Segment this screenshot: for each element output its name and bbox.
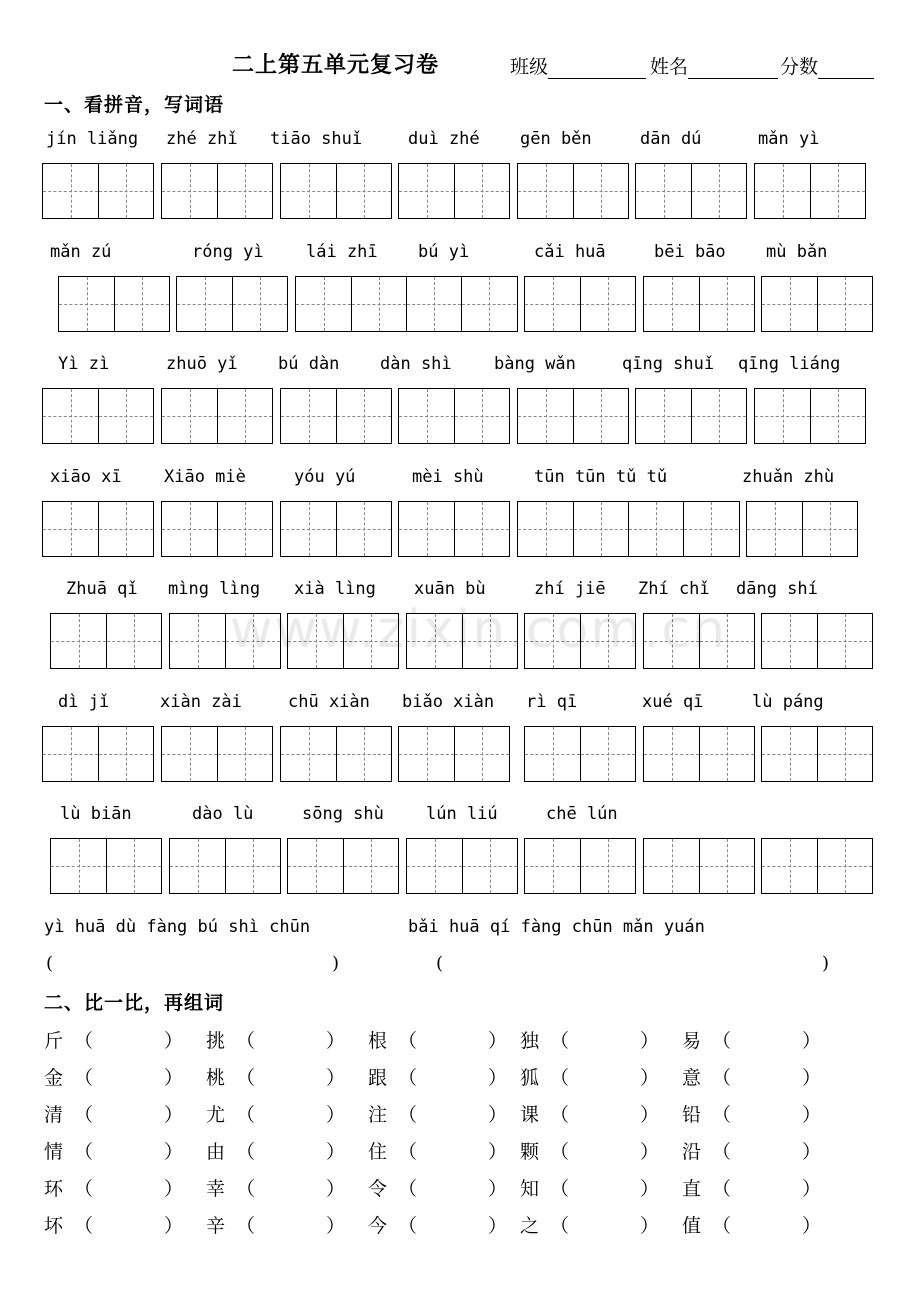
writing-grid[interactable]: [280, 388, 392, 444]
pinyin-label: dāng shí: [736, 579, 818, 599]
pinyin-label: xué qī: [642, 692, 704, 712]
compare-item[interactable]: 课 （ ）: [520, 1100, 680, 1130]
name-label: 姓名: [650, 56, 689, 78]
writing-grid[interactable]: [517, 388, 629, 444]
pinyin-label: tiāo shuǐ: [270, 129, 363, 149]
pinyin-row: [0, 129, 920, 153]
writing-grid[interactable]: [524, 726, 636, 782]
class-label: 班级: [510, 56, 549, 78]
phrase-answer-row: [0, 953, 920, 979]
compare-char: 环: [44, 1178, 64, 1200]
pinyin-label: Yì zì: [58, 354, 110, 374]
writing-grid[interactable]: [176, 276, 288, 332]
compare-char: 独: [520, 1030, 540, 1052]
compare-row: [0, 1063, 920, 1093]
pinyin-label: tūn tūn tǔ tǔ: [534, 467, 668, 487]
pinyin-label: bēi bāo: [654, 242, 726, 262]
compare-item[interactable]: 知 （ ）: [520, 1174, 680, 1204]
pinyin-label: yóu yú: [294, 467, 356, 487]
compare-char: 今: [368, 1215, 388, 1237]
pinyin-label: rì qī: [526, 692, 578, 712]
right-paren: ): [822, 953, 830, 974]
compare-char: 根: [368, 1030, 388, 1052]
compare-char: 清: [44, 1104, 64, 1126]
compare-char: 斤: [44, 1030, 64, 1052]
pinyin-label: Zhuā qǐ: [66, 579, 138, 599]
section1-heading: 一、看拼音，写词语: [44, 94, 225, 116]
compare-char: 由: [206, 1141, 226, 1163]
compare-char: 课: [520, 1104, 540, 1126]
pinyin-label: lù páng: [752, 692, 824, 712]
writing-grid[interactable]: [161, 163, 273, 219]
compare-item[interactable]: 注 （ ）: [368, 1100, 528, 1130]
pinyin-label: zhuǎn zhù: [742, 467, 835, 487]
pinyin-label: qīng shuǐ: [622, 354, 715, 374]
header: [0, 46, 920, 82]
compare-char: 知: [520, 1178, 540, 1200]
pinyin-label: dào lù: [192, 804, 254, 824]
compare-char: 桃: [206, 1067, 226, 1089]
compare-item[interactable]: 情 （ ）: [44, 1137, 204, 1167]
writing-grid[interactable]: [161, 388, 273, 444]
pinyin-label: zhuō yǐ: [166, 354, 238, 374]
writing-grid[interactable]: [50, 613, 162, 669]
pinyin-label: zhí jiē: [534, 579, 606, 599]
writing-grid[interactable]: [295, 276, 518, 332]
writing-grid[interactable]: [517, 501, 740, 557]
compare-char: 颗: [520, 1141, 540, 1163]
pinyin-label: Xiāo miè: [164, 467, 246, 487]
right-paren: ): [332, 953, 340, 974]
writing-grid[interactable]: [280, 501, 392, 557]
class-input-line[interactable]: [548, 58, 646, 79]
compare-item[interactable]: 今 （ ）: [368, 1211, 528, 1241]
score-field: [780, 52, 874, 79]
left-paren: (: [436, 953, 444, 974]
pinyin-label: lái zhī: [306, 242, 378, 262]
writing-grid[interactable]: [643, 276, 755, 332]
writing-grid[interactable]: [280, 163, 392, 219]
writing-grid[interactable]: [761, 838, 873, 894]
writing-grid[interactable]: [761, 726, 873, 782]
compare-char: 跟: [368, 1067, 388, 1089]
writing-grid[interactable]: [161, 726, 273, 782]
pinyin-label: chē lún: [546, 804, 618, 824]
writing-box-row: [0, 388, 920, 446]
compare-char: 沿: [682, 1141, 702, 1163]
pinyin-label: dàn shì: [380, 354, 452, 374]
compare-item[interactable]: 桃 （ ）: [206, 1063, 366, 1093]
pinyin-label: cǎi huā: [534, 242, 606, 262]
class-field: [510, 52, 646, 79]
compare-char: 金: [44, 1067, 64, 1089]
writing-box-row: [0, 838, 920, 896]
compare-row: [0, 1026, 920, 1056]
pinyin-label: zhé zhǐ: [166, 129, 238, 149]
writing-grid[interactable]: [161, 501, 273, 557]
pinyin-label: Zhí chǐ: [638, 579, 710, 599]
compare-item[interactable]: 狐 （ ）: [520, 1063, 680, 1093]
compare-char: 幸: [206, 1178, 226, 1200]
pinyin-label: gēn běn: [520, 129, 592, 149]
compare-item[interactable]: 根 （ ）: [368, 1026, 528, 1056]
pinyin-label: mù bǎn: [766, 242, 828, 262]
phrase-pinyin: yì huā dù fàng bú shì chūn: [44, 917, 311, 937]
pinyin-label: duì zhé: [408, 129, 480, 149]
compare-char: 直: [682, 1178, 702, 1200]
phrase-pinyin-row: [0, 917, 920, 941]
pinyin-label: chū xiàn: [288, 692, 370, 712]
pinyin-label: xiāo xī: [50, 467, 122, 487]
writing-box-row: [0, 163, 920, 221]
compare-char: 令: [368, 1178, 388, 1200]
compare-row: [0, 1137, 920, 1167]
writing-grid[interactable]: [643, 726, 755, 782]
compare-char: 值: [682, 1215, 702, 1237]
writing-grid[interactable]: [398, 163, 510, 219]
compare-item[interactable]: 挑 （ ）: [206, 1026, 366, 1056]
compare-char: 尤: [206, 1104, 226, 1126]
pinyin-row: [0, 804, 920, 828]
writing-grid[interactable]: [524, 838, 636, 894]
compare-char: 情: [44, 1141, 64, 1163]
compare-item[interactable]: 幸 （ ）: [206, 1174, 366, 1204]
name-field: [650, 52, 778, 79]
writing-grid[interactable]: [280, 726, 392, 782]
pinyin-label: dān dú: [640, 129, 702, 149]
writing-grid[interactable]: [42, 501, 154, 557]
pinyin-label: bàng wǎn: [494, 354, 576, 374]
compare-item[interactable]: 铅 （ ）: [682, 1100, 842, 1130]
writing-grid[interactable]: [746, 501, 858, 557]
pinyin-label: mìng lìng: [168, 579, 261, 599]
compare-row: [0, 1211, 920, 1241]
pinyin-label: mǎn yì: [758, 129, 820, 149]
compare-item[interactable]: 住 （ ）: [368, 1137, 528, 1167]
watermark: www.zixin.com.cn: [230, 600, 727, 660]
compare-char: 住: [368, 1141, 388, 1163]
compare-char: 辛: [206, 1215, 226, 1237]
pinyin-row: [0, 467, 920, 491]
writing-grid[interactable]: [42, 388, 154, 444]
pinyin-label: lún liú: [426, 804, 498, 824]
compare-item[interactable]: 清 （ ）: [44, 1100, 204, 1130]
pinyin-label: sōng shù: [302, 804, 384, 824]
left-paren: (: [46, 953, 54, 974]
compare-item[interactable]: 斤 （ ）: [44, 1026, 204, 1056]
pinyin-label: biǎo xiàn: [402, 692, 495, 712]
pinyin-label: mǎn zú: [50, 242, 112, 262]
compare-char: 意: [682, 1067, 702, 1089]
writing-grid[interactable]: [761, 613, 873, 669]
writing-grid[interactable]: [50, 838, 162, 894]
writing-grid[interactable]: [287, 838, 399, 894]
writing-grid[interactable]: [754, 388, 866, 444]
compare-item[interactable]: 意 （ ）: [682, 1063, 842, 1093]
compare-row: [0, 1174, 920, 1204]
writing-grid[interactable]: [524, 276, 636, 332]
writing-grid[interactable]: [517, 163, 629, 219]
compare-item[interactable]: 跟 （ ）: [368, 1063, 528, 1093]
compare-item[interactable]: 金 （ ）: [44, 1063, 204, 1093]
writing-grid[interactable]: [635, 163, 747, 219]
writing-grid[interactable]: [58, 276, 170, 332]
compare-row: [0, 1100, 920, 1130]
phrase-pinyin: bǎi huā qí fàng chūn mǎn yuán: [408, 917, 705, 937]
pinyin-label: jín liǎng: [46, 129, 139, 149]
compare-item[interactable]: 令 （ ）: [368, 1174, 528, 1204]
writing-box-row: [0, 726, 920, 784]
pinyin-row: [0, 692, 920, 716]
compare-item[interactable]: 值 （ ）: [682, 1211, 842, 1241]
pinyin-label: xià lìng: [294, 579, 376, 599]
pinyin-label: róng yì: [192, 242, 264, 262]
compare-item[interactable]: 沿 （ ）: [682, 1137, 842, 1167]
compare-item[interactable]: 直 （ ）: [682, 1174, 842, 1204]
pinyin-label: bú dàn: [278, 354, 340, 374]
compare-char: 注: [368, 1104, 388, 1126]
pinyin-label: xuān bù: [414, 579, 486, 599]
compare-item[interactable]: 颗 （ ）: [520, 1137, 680, 1167]
writing-grid[interactable]: [398, 501, 510, 557]
writing-grid[interactable]: [398, 388, 510, 444]
compare-item[interactable]: 环 （ ）: [44, 1174, 204, 1204]
compare-char: 挑: [206, 1030, 226, 1052]
writing-grid[interactable]: [643, 838, 755, 894]
pinyin-label: qīng liáng: [738, 354, 841, 374]
section2-heading: 二、比一比，再组词: [44, 992, 225, 1014]
compare-char: 之: [520, 1215, 540, 1237]
pinyin-row: [0, 354, 920, 378]
pinyin-label: mèi shù: [412, 467, 484, 487]
compare-item[interactable]: 由 （ ）: [206, 1137, 366, 1167]
pinyin-label: lù biān: [60, 804, 132, 824]
name-input-line[interactable]: [688, 58, 778, 79]
writing-grid[interactable]: [42, 726, 154, 782]
writing-grid[interactable]: [169, 838, 281, 894]
writing-box-row: [0, 276, 920, 334]
writing-grid[interactable]: [398, 726, 510, 782]
writing-grid[interactable]: [761, 276, 873, 332]
compare-char: 铅: [682, 1104, 702, 1126]
writing-grid[interactable]: [754, 163, 866, 219]
writing-grid[interactable]: [42, 163, 154, 219]
compare-char: 坏: [44, 1215, 64, 1237]
pinyin-label: xiàn zài: [160, 692, 242, 712]
page-title: 二上第五单元复习卷: [232, 52, 440, 78]
compare-char: 易: [682, 1030, 702, 1052]
compare-item[interactable]: 辛 （ ）: [206, 1211, 366, 1241]
pinyin-label: dì jǐ: [58, 692, 110, 712]
writing-grid[interactable]: [406, 838, 518, 894]
compare-item[interactable]: 独 （ ）: [520, 1026, 680, 1056]
writing-grid[interactable]: [635, 388, 747, 444]
compare-item[interactable]: 坏 （ ）: [44, 1211, 204, 1241]
pinyin-label: bú yì: [418, 242, 470, 262]
compare-item[interactable]: 易 （ ）: [682, 1026, 842, 1056]
pinyin-row: [0, 242, 920, 266]
score-label: 分数: [780, 56, 819, 78]
compare-char: 狐: [520, 1067, 540, 1089]
score-input-line[interactable]: [818, 58, 874, 79]
compare-item[interactable]: 尤 （ ）: [206, 1100, 366, 1130]
writing-box-row: [0, 501, 920, 559]
compare-item[interactable]: 之 （ ）: [520, 1211, 680, 1241]
